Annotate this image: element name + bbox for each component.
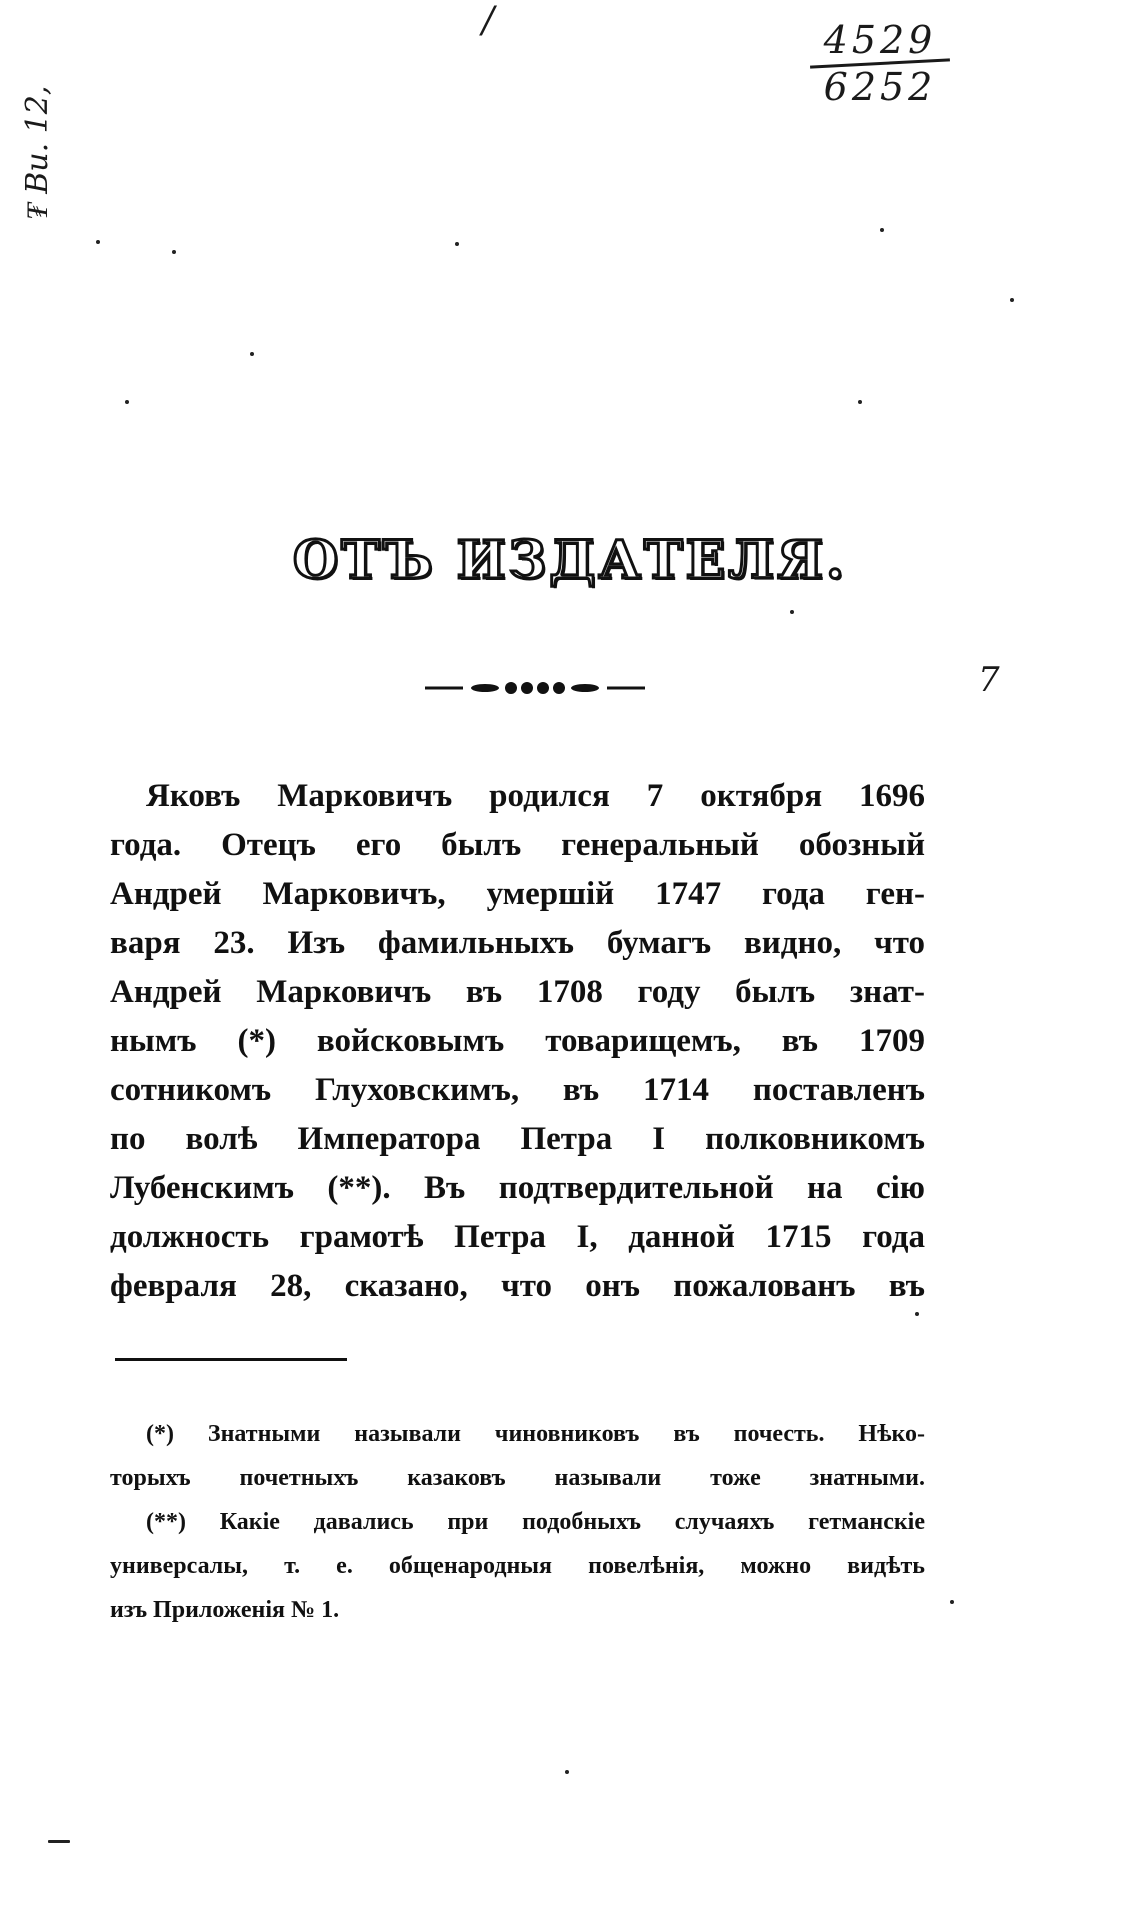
page-speck: [96, 240, 100, 244]
body-line: февраля 28, сказано, что онъ пожалованъ въ: [110, 1268, 925, 1304]
body-line: нымъ (*) войсковымъ товарищемъ, въ 1709: [110, 1023, 925, 1059]
body-line: сотникомъ Глуховскимъ, въ 1714 поставленъ: [110, 1072, 925, 1108]
page-speck: [915, 1312, 919, 1316]
body-line: Яковъ Марковичъ родился 7 октября 1696: [146, 778, 925, 814]
body-line: Андрей Марковичъ въ 1708 году былъ знат-: [110, 974, 925, 1010]
handwritten-tick: /: [482, 0, 495, 41]
ornament-divider: [425, 680, 645, 696]
footnote-separator: [115, 1358, 347, 1361]
page-speck: [858, 400, 862, 404]
margin-note-text: ₮ Bu. 12,: [20, 85, 55, 220]
call-number-bottom: 6252: [823, 65, 937, 109]
page-speck: [48, 1840, 70, 1843]
page-speck: [455, 242, 459, 246]
body-line: варя 23. Изъ фамильныхъ бумагъ видно, что: [110, 925, 925, 961]
body-paragraph: [110, 772, 925, 1311]
page-speck: [172, 250, 176, 254]
body-line: года. Отецъ его былъ генеральный обозный: [110, 827, 925, 863]
footnote-line: изъ Приложенія № 1.: [110, 1597, 340, 1623]
footnotes: [110, 1412, 925, 1632]
page-speck: [125, 400, 129, 404]
handwritten-side-mark: 7: [978, 660, 1000, 700]
handwritten-call-number: [790, 20, 970, 107]
page-title: ОТЪ ИЗДАТЕЛЯ.: [292, 530, 848, 591]
page-speck: [565, 1770, 569, 1774]
body-line: должность грамотѣ Петра I, данной 1715 года: [110, 1219, 925, 1255]
handwritten-margin-note: [10, 20, 70, 220]
page-speck: [950, 1600, 954, 1604]
call-number-top: 4529: [823, 18, 937, 62]
footnote-line: торыхъ почетныхъ казаковъ называли тоже знатными.: [110, 1465, 925, 1491]
body-line: Андрей Марковичъ, умершій 1747 года ген-: [110, 876, 925, 912]
body-line: Лубенскимъ (**). Въ подтвердительной на сію: [110, 1170, 925, 1206]
page-speck: [790, 610, 794, 614]
page-speck: [250, 352, 254, 356]
footnote-line: (*) Знатными называли чиновниковъ въ почесть. Нѣко-: [146, 1421, 925, 1447]
footnote-line: универсалы, т. е. общенародныя повелѣнія, можно видѣть: [110, 1553, 925, 1579]
page-speck: [880, 228, 884, 232]
footnote-line: (**) Какіе давались при подобныхъ случаяхъ гетманскіе: [146, 1509, 925, 1535]
body-line: по волѣ Императора Петра I полковникомъ: [110, 1121, 925, 1157]
page-speck: [1010, 298, 1014, 302]
